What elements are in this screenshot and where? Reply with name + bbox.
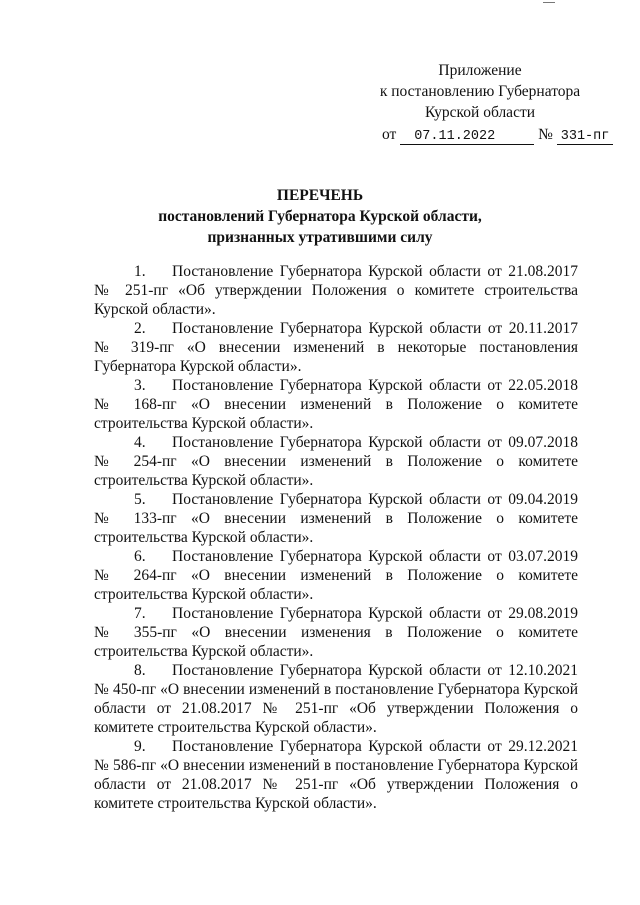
list-item — [94, 547, 578, 604]
appendix-subtitle: к постановлению Губернатора — [379, 83, 581, 100]
list-item — [94, 661, 578, 737]
appendix-title: Приложение — [438, 62, 522, 79]
appendix-block — [370, 60, 590, 123]
list-item-text: Постановление Губернатора Курской области от 09.07.2018 № 254-пг «О внесении изменений в Положение о комитете строительства Курской области». — [94, 434, 578, 489]
number-label: № — [538, 126, 553, 143]
list-item — [94, 433, 578, 490]
decree-list — [94, 262, 578, 813]
list-item-number: 6. — [134, 548, 146, 565]
list-item — [94, 319, 578, 376]
title-line-2: постановлений Губернатора Курской области, — [158, 208, 482, 225]
list-item-text: Постановление Губернатора Курской области от 22.05.2018 № 168-пг «О внесении изменений в Положение о комитете строительства Курской области». — [94, 377, 578, 432]
list-item-text: Постановление Губернатора Курской области от 29.08.2019 № 355-пг «О внесении изменения в Положение о комитете строительства Курской области». — [94, 605, 578, 660]
list-item-text: Постановление Губернатора Курской области от 03.07.2019 № 264-пг «О внесении изменений в Положение о комитете строительства Курской области». — [94, 548, 578, 603]
list-item-number: 7. — [134, 605, 146, 622]
list-item-text: Постановление Губернатора Курской области от 20.11.2017 № 319-пг «О внесении изменений в некоторые постановления Губернатора Курской области». — [94, 320, 578, 375]
decree-date: 07.11.2022 — [400, 129, 534, 145]
list-item — [94, 737, 578, 813]
list-item-text: Постановление Губернатора Курской области от 12.10.2021 № 450-пг «О внесении изменений в постановление Губернатора Курской области от 21.08.2017 № 251-пг «Об утверждении Положения о комитете строительства Курской области». — [94, 662, 578, 736]
decree-number: 331-пг — [557, 129, 613, 145]
from-label: от — [382, 126, 397, 143]
list-item-number: 3. — [134, 377, 146, 394]
appendix-dateline — [382, 124, 610, 145]
list-item-number: 4. — [134, 434, 146, 451]
document-title — [0, 186, 640, 248]
appendix-region: Курской области — [424, 104, 536, 121]
title-heading: ПЕРЕЧЕНЬ — [276, 187, 364, 204]
list-item-text: Постановление Губернатора Курской области от 29.12.2021 № 586-пг «О внесении изменений в постановление Губернатора Курской области от 21.08.2017 № 251-пг «Об утверждении Положения о комитете строительства Курской области». — [94, 738, 578, 812]
title-line-3: признанных утратившими силу — [207, 229, 433, 246]
list-item-text: Постановление Губернатора Курской области от 21.08.2017 № 251-пг «Об утверждении Положения о комитете строительства Курской области». — [94, 263, 578, 318]
list-item-number: 8. — [134, 662, 146, 679]
list-item-number: 1. — [134, 263, 146, 280]
list-item-number: 9. — [134, 738, 146, 755]
list-item — [94, 490, 578, 547]
scan-mark — [543, 2, 555, 3]
list-item — [94, 376, 578, 433]
list-item-number: 2. — [134, 320, 146, 337]
list-item — [94, 262, 578, 319]
list-item-text: Постановление Губернатора Курской области от 09.04.2019 № 133-пг «О внесении изменений в Положение о комитете строительства Курской области». — [94, 491, 578, 546]
list-item — [94, 604, 578, 661]
list-item-number: 5. — [134, 491, 146, 508]
